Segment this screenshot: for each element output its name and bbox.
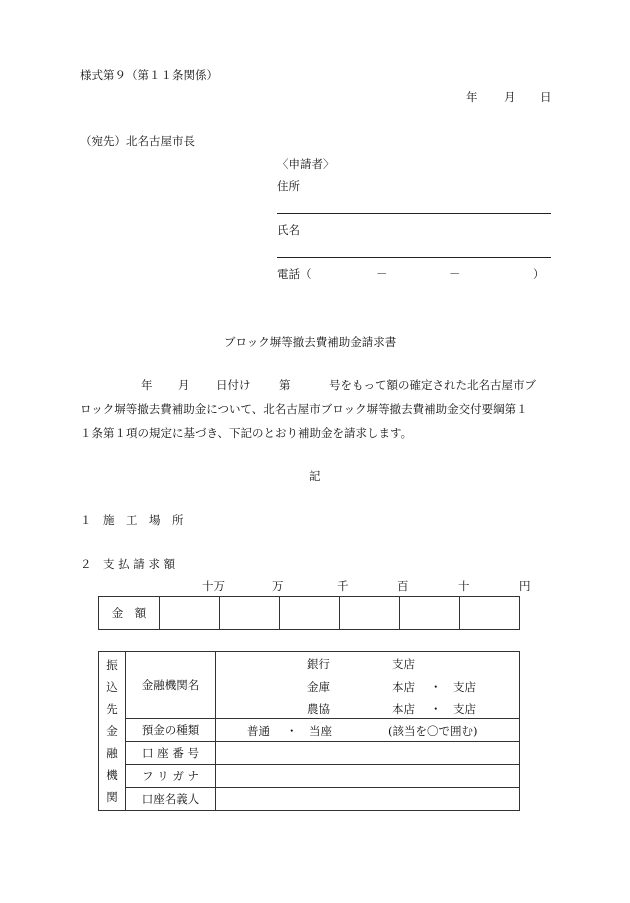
name-underline xyxy=(277,257,551,258)
phone-label: 電話（ xyxy=(277,267,312,281)
deposit-type-label: 預金の種類 xyxy=(126,719,216,742)
date-day: 日 xyxy=(540,90,552,104)
amount-cell-1000[interactable] xyxy=(280,597,340,630)
body-line3: １条第１項の規定に基づき、下記のとおり補助金を請求します。 xyxy=(80,426,413,440)
section-2-amount: ２ 支 払 請 求 額 xyxy=(80,557,176,571)
vchar-6: 機 xyxy=(106,768,118,782)
vchar-2: 込 xyxy=(106,680,118,694)
bank-vertical-label xyxy=(99,652,126,811)
amount-cell-100k[interactable] xyxy=(160,597,220,630)
vchar-4: 金 xyxy=(106,724,118,738)
date-year: 年 xyxy=(466,90,478,104)
branch-label-2: 支店 xyxy=(453,680,476,694)
section-1-location: １ 施 工 場 所 xyxy=(80,513,184,527)
inst-type-nokyo: 農協 xyxy=(307,702,330,716)
address-underline xyxy=(277,213,551,214)
addressee: （宛先）北名古屋市長 xyxy=(80,134,195,148)
amount-cell-10k[interactable] xyxy=(220,597,280,630)
unit-100: 百 xyxy=(397,579,409,593)
applicant-heading: 〈申請者〉 xyxy=(277,157,335,171)
unit-1000: 千 xyxy=(337,579,349,593)
amount-label: 金 額 xyxy=(99,597,160,630)
phone-dash-2: － xyxy=(449,267,461,281)
phone-dash-1: － xyxy=(376,267,388,281)
amount-cell-yen[interactable] xyxy=(460,597,520,630)
body-month: 月 xyxy=(178,378,190,392)
deposit-dot: ・ xyxy=(286,724,298,738)
vchar-1: 振 xyxy=(106,658,118,672)
document-title: ブロック塀等撤去費補助金請求書 xyxy=(224,335,397,349)
main-branch-2: 本店 xyxy=(392,680,415,694)
body-year: 年 xyxy=(141,378,153,392)
deposit-current[interactable]: 当座 xyxy=(309,724,332,738)
deposit-type-field[interactable] xyxy=(216,719,520,742)
account-holder-label: 口座名義人 xyxy=(126,788,216,811)
institution-field[interactable] xyxy=(216,652,520,719)
branch-label-3: 支店 xyxy=(453,702,476,716)
unit-10: 十 xyxy=(458,579,470,593)
amount-cell-10[interactable] xyxy=(400,597,460,630)
furigana-label: フ リ ガ ナ xyxy=(126,765,216,788)
account-number-label: 口 座 番 号 xyxy=(126,742,216,765)
branch-dot-3: ・ xyxy=(430,702,442,716)
amount-table xyxy=(98,596,520,630)
inst-type-bank: 銀行 xyxy=(307,657,330,671)
phone-close: ） xyxy=(533,267,545,281)
date-month: 月 xyxy=(504,90,516,104)
deposit-note: (該当を〇で囲む) xyxy=(388,724,478,738)
main-branch-3: 本店 xyxy=(392,702,415,716)
deposit-ordinary[interactable]: 普通 xyxy=(247,724,270,738)
form-number: 様式第９（第１１条関係） xyxy=(80,68,218,82)
institution-label: 金融機関名 xyxy=(126,652,216,719)
amount-cell-100[interactable] xyxy=(340,597,400,630)
unit-100k: 十万 xyxy=(202,579,225,593)
body-date-suffix: 日付け xyxy=(216,378,251,392)
vchar-5: 融 xyxy=(106,746,118,760)
vchar-3: 先 xyxy=(106,702,118,716)
body-line2: ロック塀等撤去費補助金について、北名古屋市ブロック塀等撤去費補助金交付要綱第１ xyxy=(80,402,528,416)
address-label: 住所 xyxy=(277,179,300,193)
unit-yen: 円 xyxy=(519,579,531,593)
ki-heading: 記 xyxy=(309,469,321,483)
inst-type-shinkin: 金庫 xyxy=(307,680,330,694)
unit-10k: 万 xyxy=(272,579,284,593)
name-label: 氏名 xyxy=(277,223,300,237)
branch-dot-2: ・ xyxy=(430,680,442,694)
bank-table xyxy=(98,651,520,811)
body-number-prefix: 第 xyxy=(279,378,291,392)
vchar-7: 関 xyxy=(106,790,118,804)
account-holder-field[interactable] xyxy=(216,788,520,811)
account-number-field[interactable] xyxy=(216,742,520,765)
furigana-field[interactable] xyxy=(216,765,520,788)
branch-label-1: 支店 xyxy=(392,657,415,671)
body-line1-rest: 号をもって額の確定された北名古屋市ブ xyxy=(329,378,536,392)
